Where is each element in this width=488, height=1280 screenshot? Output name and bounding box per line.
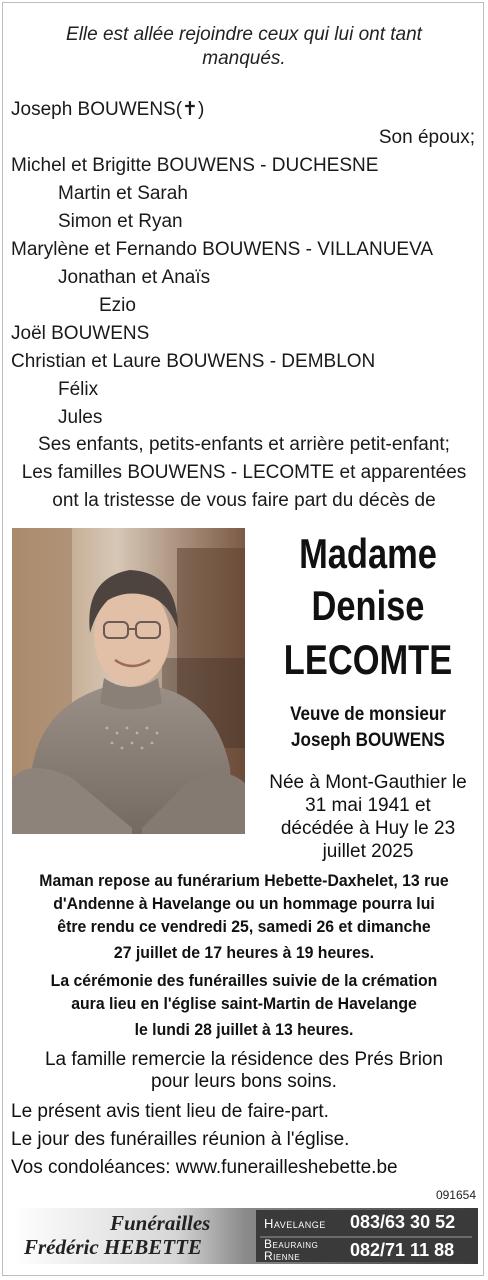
family-member: Joël BOUWENS bbox=[11, 323, 150, 344]
intro-line-1: Elle est allée rejoindre ceux qui lui ont tant bbox=[66, 24, 422, 45]
thanks-line-1: La famille remercie la résidence des Prés Brion bbox=[44, 1049, 444, 1070]
location-rienne: Rienne bbox=[264, 1249, 301, 1263]
reference-number: 091654 bbox=[435, 1188, 476, 1202]
rest-line-1: Maman repose au funérarium Hebette-Daxhelet, 13 rue bbox=[39, 871, 449, 890]
widow-line-2: Joseph BOUWENS bbox=[291, 730, 445, 751]
deceased-photo bbox=[12, 528, 245, 834]
ceremony-line-3: le lundi 28 juillet à 13 heures. bbox=[134, 1020, 354, 1039]
family-spouse-label: Son époux; bbox=[378, 127, 475, 148]
location-beauraing: Beauraing bbox=[264, 1237, 319, 1251]
family-member: Simon et Ryan bbox=[58, 211, 183, 232]
birth-line-4: juillet 2025 bbox=[322, 841, 414, 862]
rest-line-3: être rendu ce vendredi 25, samedi 26 et dimanche bbox=[57, 917, 431, 936]
note-line-2: Le jour des funérailles réunion à l'église. bbox=[11, 1129, 350, 1150]
birth-line-1: Née à Mont-Gauthier le bbox=[269, 772, 467, 793]
phone-havelange: 083/63 30 52 bbox=[350, 1212, 456, 1232]
closing-family-line-3: ont la tristesse de vous faire part du décès de bbox=[52, 490, 436, 511]
birth-line-2: 31 mai 1941 et bbox=[305, 795, 431, 816]
funeral-home-footer bbox=[12, 1208, 478, 1264]
location-havelange: Havelange bbox=[264, 1216, 326, 1231]
note-line-3: Vos condoléances: www.funerailleshebette.be bbox=[11, 1157, 398, 1178]
family-member: Ezio bbox=[99, 295, 136, 316]
rest-line-2: d'Andenne à Havelange ou un hommage pourra lui bbox=[53, 894, 435, 913]
phone-beauraing-rienne: 082/71 11 88 bbox=[350, 1240, 455, 1260]
company-name-line-1: Funérailles bbox=[110, 1211, 211, 1235]
ceremony-line-1: La cérémonie des funérailles suivie de la crémation bbox=[50, 971, 438, 990]
family-member: Martin et Sarah bbox=[58, 183, 188, 204]
deceased-last-name: LECOMTE bbox=[283, 636, 453, 683]
company-name-line-2: Frédéric HEBETTE bbox=[24, 1235, 202, 1259]
ceremony-line-2: aura lieu en l'église saint-Martin de Havelange bbox=[71, 994, 417, 1013]
family-husband: Joseph BOUWENS(✝) bbox=[11, 99, 205, 120]
widow-line-1: Veuve de monsieur bbox=[290, 704, 446, 725]
birth-line-3: décédée à Huy le 23 bbox=[280, 818, 456, 839]
deceased-title: Madame bbox=[299, 530, 437, 577]
intro-line-2: manqués. bbox=[202, 48, 286, 69]
family-member: Michel et Brigitte BOUWENS - DUCHESNE bbox=[11, 155, 379, 176]
deceased-first-name: Denise bbox=[311, 582, 425, 629]
family-member: Jules bbox=[58, 407, 103, 428]
family-member: Christian et Laure BOUWENS - DEMBLON bbox=[11, 351, 376, 372]
rest-line-4: 27 juillet de 17 heures à 19 heures. bbox=[113, 943, 375, 962]
closing-family-line-1: Ses enfants, petits-enfants et arrière petit-enfant; bbox=[38, 434, 450, 455]
family-member: Marylène et Fernando BOUWENS - VILLANUEVA bbox=[11, 239, 434, 260]
family-member: Félix bbox=[58, 379, 99, 400]
note-line-1: Le présent avis tient lieu de faire-part. bbox=[11, 1101, 329, 1122]
closing-family-line-2: Les familles BOUWENS - LECOMTE et apparentées bbox=[21, 462, 467, 483]
thanks-line-2: pour leurs bons soins. bbox=[151, 1071, 337, 1092]
family-member: Jonathan et Anaïs bbox=[58, 267, 211, 288]
